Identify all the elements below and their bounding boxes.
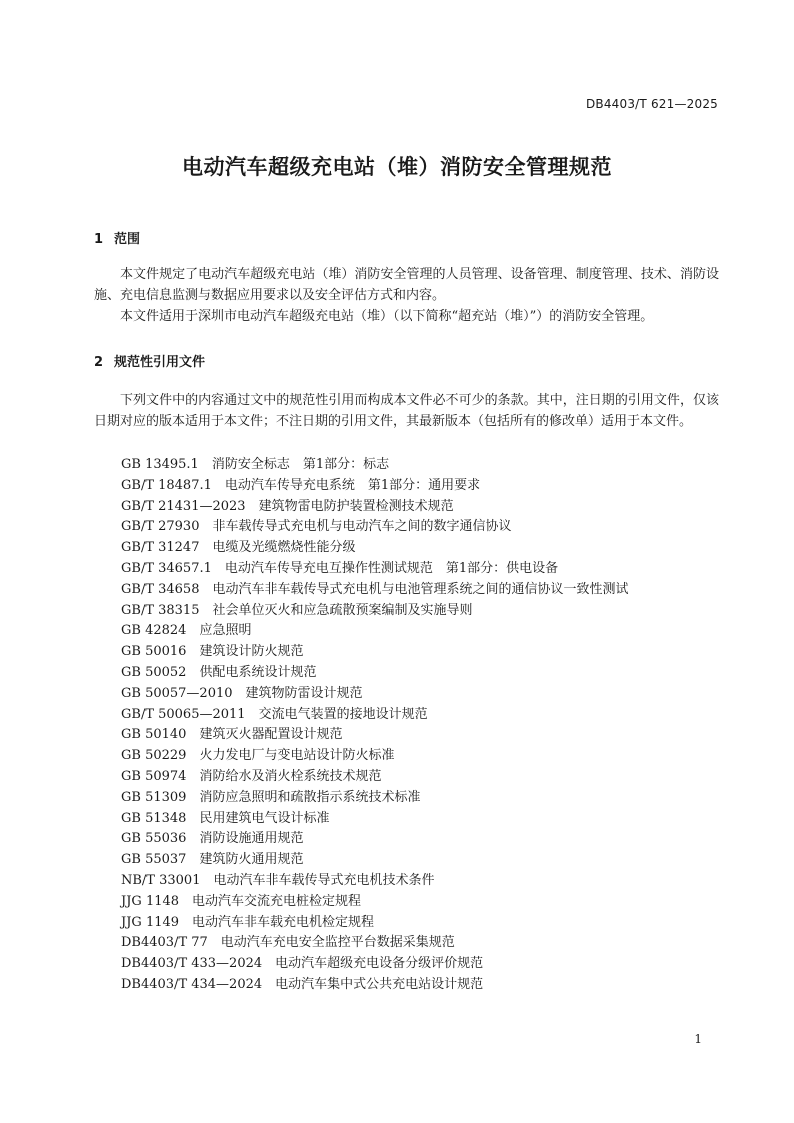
reference-title: 消防给水及消火栓系统技术规范: [199, 768, 382, 784]
reference-title: 供配电系统设计规范: [199, 664, 317, 680]
reference-title: 社会单位灭火和应急疏散预案编制及实施导则: [212, 602, 473, 618]
reference-title: 建筑物防雷设计规范: [245, 685, 363, 701]
section-title: 范围: [114, 232, 141, 247]
reference-code: GB 50140: [121, 727, 187, 743]
reference-item: [121, 829, 629, 850]
reference-title: 电动汽车传导充电互操作性测试规范 第1部分：供电设备: [224, 560, 559, 576]
reference-item: [121, 684, 629, 705]
section-number: 1: [94, 232, 104, 247]
reference-title: 应急照明: [199, 623, 252, 639]
section-heading-normative-references: [94, 351, 205, 370]
page-number: 1: [694, 1032, 702, 1046]
reference-code: GB/T 18487.1: [121, 477, 212, 493]
reference-code: GB 55037: [121, 852, 187, 868]
reference-code: JJG 1149: [121, 914, 180, 930]
reference-item: [121, 746, 629, 767]
reference-code: GB/T 21431—2023: [121, 498, 246, 514]
reference-item: [121, 850, 629, 871]
reference-title: 交流电气装置的接地设计规范: [258, 706, 428, 722]
reference-item: [121, 975, 629, 996]
reference-item: [121, 933, 629, 954]
reference-title: 非车载传导式充电机与电动汽车之间的数字通信协议: [212, 519, 512, 535]
reference-item: [121, 497, 629, 518]
reference-code: GB/T 27930: [121, 519, 200, 535]
reference-code: GB 50229: [121, 748, 187, 764]
reference-code: GB/T 31247: [121, 540, 200, 556]
reference-item: [121, 809, 629, 830]
reference-code: GB 51348: [121, 810, 187, 826]
reference-code: GB 13495.1: [121, 457, 199, 472]
reference-code: JJG 1148: [121, 893, 180, 909]
reference-title: 建筑防火通用规范: [199, 852, 304, 868]
section-title: 规范性引用文件: [114, 355, 206, 370]
reference-title: 消防应急照明和疏散指示系统技术标准: [199, 789, 421, 805]
reference-code: DB4403/T 77: [121, 935, 208, 951]
reference-title: 电动汽车传导充电系统 第1部分：通用要求: [224, 477, 481, 493]
reference-item: [121, 621, 629, 642]
reference-code: GB/T 50065—2011: [121, 706, 246, 722]
reference-code: GB 50016: [121, 644, 187, 660]
reference-list: [121, 455, 629, 996]
reference-item: [121, 663, 629, 684]
reference-item: [121, 705, 629, 726]
reference-title: 民用建筑电气设计标准: [199, 810, 330, 826]
reference-title: 电动汽车交流充电桩检定规程: [192, 893, 362, 909]
document-code: DB4403/T 621—2025: [585, 97, 718, 111]
scope-paragraph-1: 本文件规定了电动汽车超级充电站（堆）消防安全管理的人员管理、设备管理、制度管理、技术、消防设施、充电信息监测与数据应用要求以及安全评估方式和内容。: [94, 267, 719, 303]
reference-code: GB 42824: [121, 623, 187, 639]
reference-code: NB/T 33001: [121, 872, 201, 888]
reference-code: GB 55036: [121, 831, 187, 847]
reference-item: [121, 455, 629, 476]
reference-code: GB/T 38315: [121, 602, 200, 618]
reference-item: [121, 913, 629, 934]
reference-item: [121, 871, 629, 892]
reference-title: 电动汽车集中式公共充电站设计规范: [275, 976, 484, 992]
reference-title: 消防设施通用规范: [199, 831, 304, 847]
reference-item: [121, 767, 629, 788]
document-title: 电动汽车超级充电站（堆）消防安全管理规范: [182, 155, 612, 179]
reference-title: 火力发电厂与变电站设计防火标准: [199, 748, 395, 764]
reference-code: GB 50052: [121, 664, 187, 680]
reference-item: [121, 580, 629, 601]
reference-title: 建筑物雷电防护装置检测技术规范: [258, 498, 454, 514]
reference-code: GB 50974: [121, 768, 187, 784]
section-number: 2: [94, 355, 104, 370]
reference-title: 消防安全标志 第1部分：标志: [211, 457, 390, 472]
scope-paragraph-2: 本文件适用于深圳市电动汽车超级充电站（堆）（以下简称“超充站（堆）”）的消防安全管理。: [120, 309, 654, 324]
reference-title: 电动汽车充电安全监控平台数据采集规范: [220, 935, 455, 951]
reference-title: 建筑灭火器配置设计规范: [199, 727, 343, 743]
section-heading-scope: [94, 228, 140, 247]
reference-item: [121, 642, 629, 663]
reference-title: 电动汽车非车载充电机检定规程: [192, 914, 375, 930]
reference-title: 建筑设计防火规范: [199, 644, 304, 660]
reference-title: 电动汽车非车载传导式充电机技术条件: [213, 872, 435, 888]
reference-item: [121, 517, 629, 538]
reference-code: GB 50057—2010: [121, 685, 233, 701]
reference-code: GB 51309: [121, 789, 187, 805]
reference-item: [121, 476, 629, 497]
reference-title: 电动汽车超级充电设备分级评价规范: [275, 956, 484, 972]
references-intro-paragraph: 下列文件中的内容通过文中的规范性引用而构成本文件必不可少的条款。其中，注日期的引用文件，仅该日期对应的版本适用于本文件；不注日期的引用文件，其最新版本（包括所有的修改单）适用于本文件。: [94, 393, 719, 429]
reference-item: [121, 892, 629, 913]
reference-item: [121, 538, 629, 559]
reference-code: GB/T 34657.1: [121, 560, 212, 576]
reference-item: [121, 788, 629, 809]
reference-item: [121, 954, 629, 975]
reference-title: 电缆及光缆燃烧性能分级: [212, 540, 356, 556]
reference-code: GB/T 34658: [121, 581, 200, 597]
reference-title: 电动汽车非车载传导式充电机与电池管理系统之间的通信协议一致性测试: [212, 581, 629, 597]
reference-code: DB4403/T 433—2024: [121, 956, 263, 972]
reference-code: DB4403/T 434—2024: [121, 976, 263, 992]
reference-item: [121, 601, 629, 622]
reference-item: [121, 559, 629, 580]
reference-item: [121, 725, 629, 746]
